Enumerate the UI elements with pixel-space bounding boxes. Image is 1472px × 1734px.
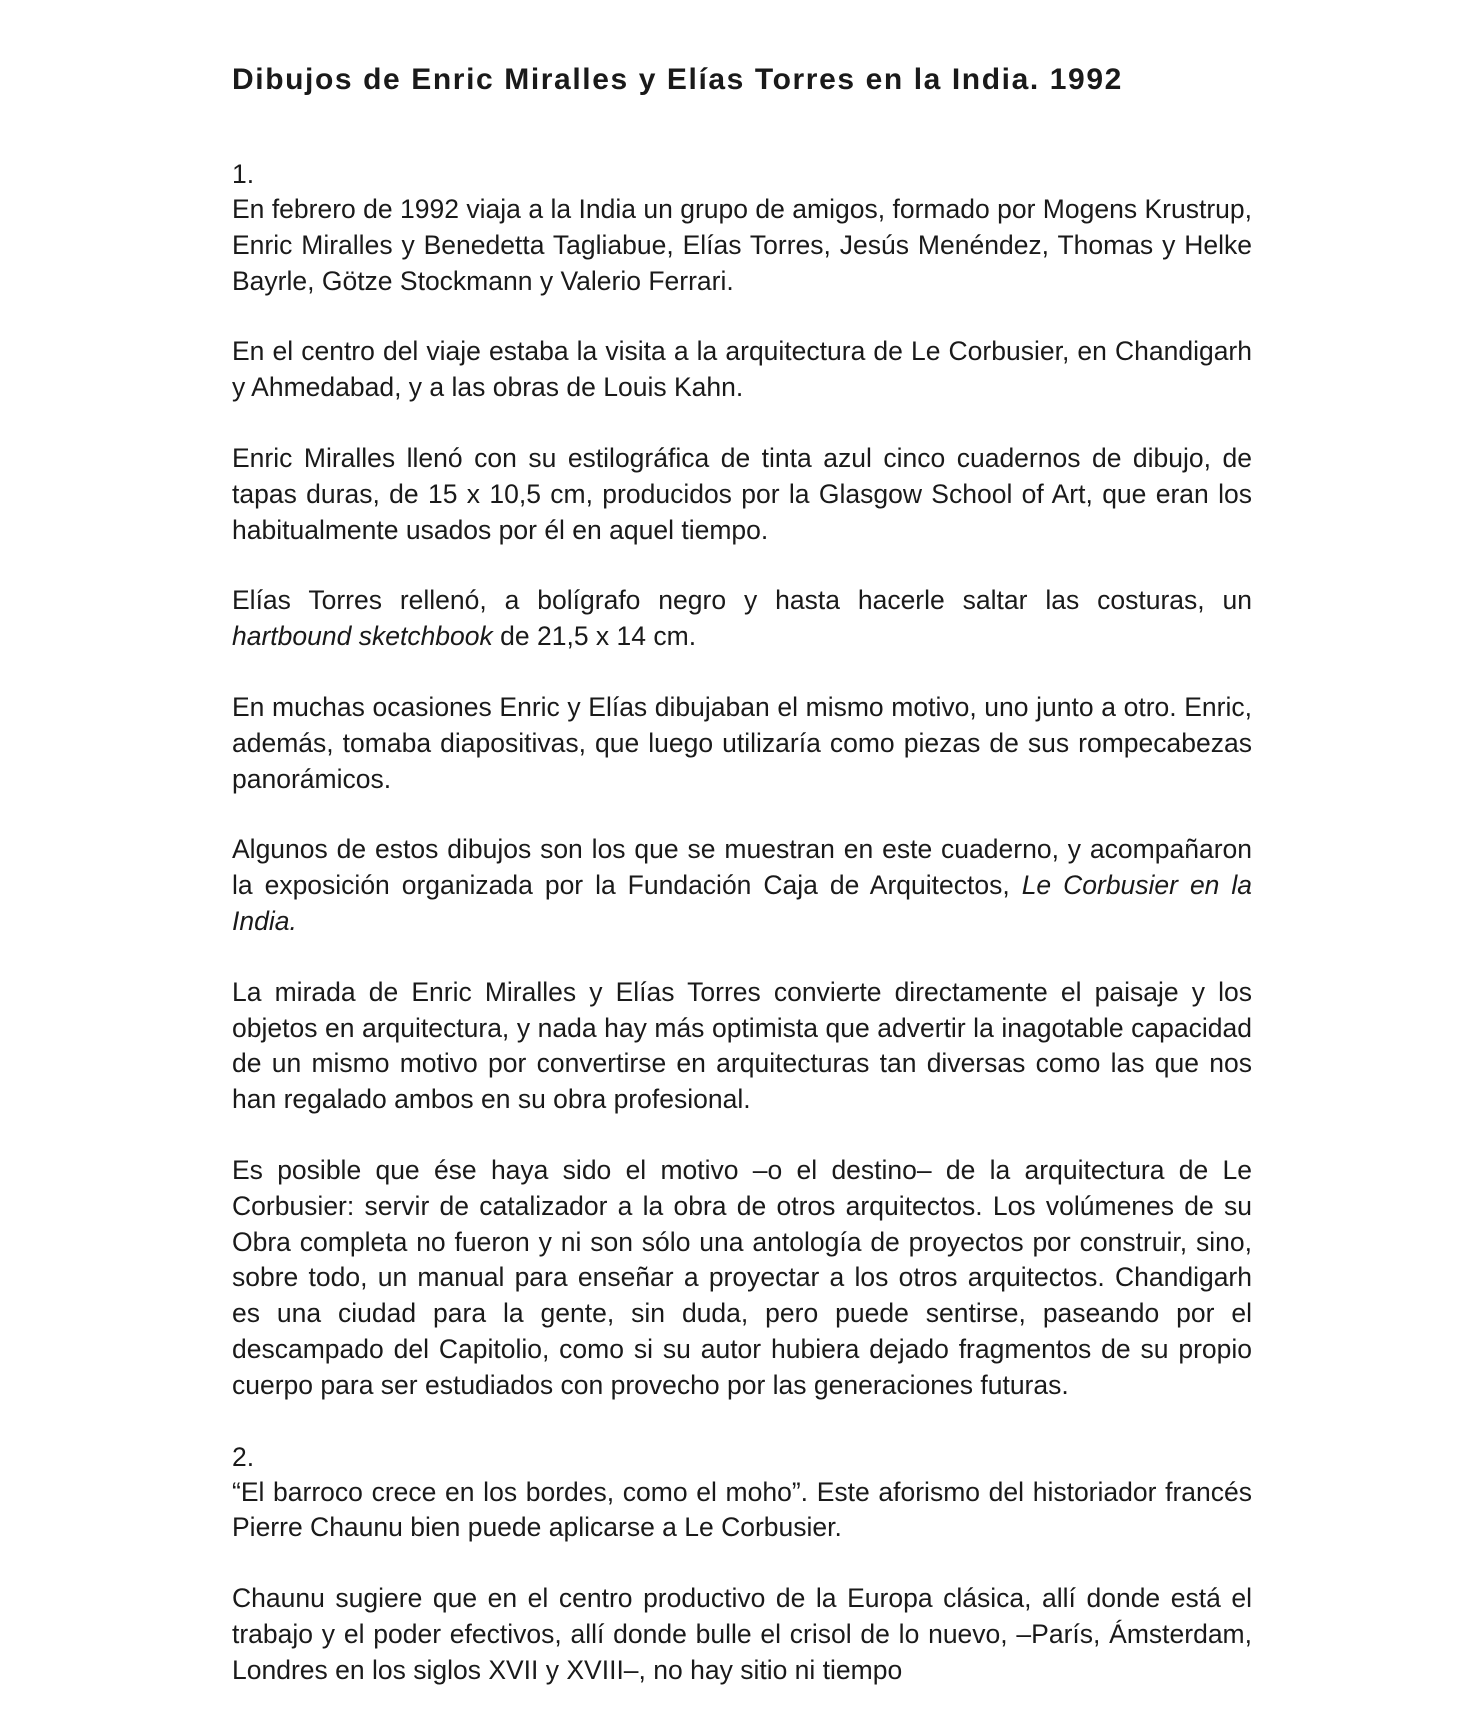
- paragraph-6-italic: Le Corbusier en la India.: [232, 870, 1253, 936]
- document-title: Dibujos de Enric Miralles y Elías Torres en la India. 1992: [232, 63, 1123, 96]
- paragraph-10: Chaunu sugiere que en el centro productivo de la Europa clásica, allí donde está el trabajo y el poder efectivos, allí donde bulle el crisol de lo nuevo, –París, Ámsterdam, Londres en los siglos XVII y XVIII–, no hay sitio ni tiempo: [232, 1583, 1252, 1685]
- section-2: [232, 1439, 1252, 1689]
- paragraph-5: En muchas ocasiones Enric y Elías dibujaban el mismo motivo, uno junto a otro. Enric, además, tomaba diapositivas, que luego utilizaría como piezas de sus rompecabezas panorámicos.: [232, 691, 1252, 794]
- paragraph-1: En febrero de 1992 viaja a la India un grupo de amigos, formado por Mogens Krustrup, Enric Miralles y Benedetta Tagliabue, Elías Torres, Jesús Menéndez, Thomas y Helke Bayrle, Götze Stockmann y Valerio Ferrari.: [232, 194, 1252, 296]
- section-1: [232, 156, 1252, 1404]
- paragraph-2: En el centro del viaje estaba la visita a la arquitectura de Le Corbusier, en Chandigarh y Ahmedabad, y a las obras de Louis Kahn.: [232, 336, 1252, 403]
- document-page: [232, 60, 1252, 1724]
- paragraph-4-end: de 21,5 x 14 cm.: [492, 621, 697, 652]
- paragraph-6-start: Algunos de estos dibujos son los que se muestran en este cuaderno, y acompañaron la exposición organizada por la Fundación Caja de Arquitectos,: [232, 834, 1252, 901]
- paragraph-4: [232, 583, 1252, 655]
- paragraph-6: [232, 832, 1252, 939]
- paragraph-4-italic: hartbound sketchbook: [232, 621, 493, 652]
- section-number-2: 2.: [232, 1441, 255, 1472]
- paragraph-8: Es posible que ése haya sido el motivo –o el destino– de la arquitectura de Le Corbusier: servir de catalizador a la obra de otros arquitectos. Los volúmenes de su Obra completa no fueron y ni son sólo una antología de proyectos por construir, sino, sobre todo, un manual para enseñar a proyectar a los otros arquitectos. Chandigarh es una ciudad para la gente, sin duda, pero puede sentirse, paseando por el descampado del Capitolio, como si su autor hubiera dejado fragmentos de su propio cuerpo para ser estudiados con provecho por las generaciones futuras.: [232, 1154, 1252, 1400]
- paragraph-9: “El barroco crece en los bordes, como el moho”. Este aforismo del historiador francés Pierre Chaunu bien puede aplicarse a Le Corbusier.: [232, 1476, 1252, 1543]
- section-number-1: 1.: [232, 159, 255, 189]
- paragraph-4-start: Elías Torres rellenó, a bolígrafo negro y hasta hacerle saltar las costuras, un: [232, 585, 1252, 616]
- paragraph-7: La mirada de Enric Miralles y Elías Torres convierte directamente el paisaje y los objetos en arquitectura, y nada hay más optimista que advertir la inagotable capacidad de un mismo motivo por convertirse en arquitecturas tan diversas como las que nos han regalado ambos en su obra profesional.: [232, 976, 1252, 1115]
- paragraph-3: Enric Miralles llenó con su estilográfica de tinta azul cinco cuadernos de dibujo, de tapas duras, de 15 x 10,5 cm, producidos por la Glasgow School of Art, que eran los habitualmente usados por él en aquel tiempo.: [232, 442, 1252, 545]
